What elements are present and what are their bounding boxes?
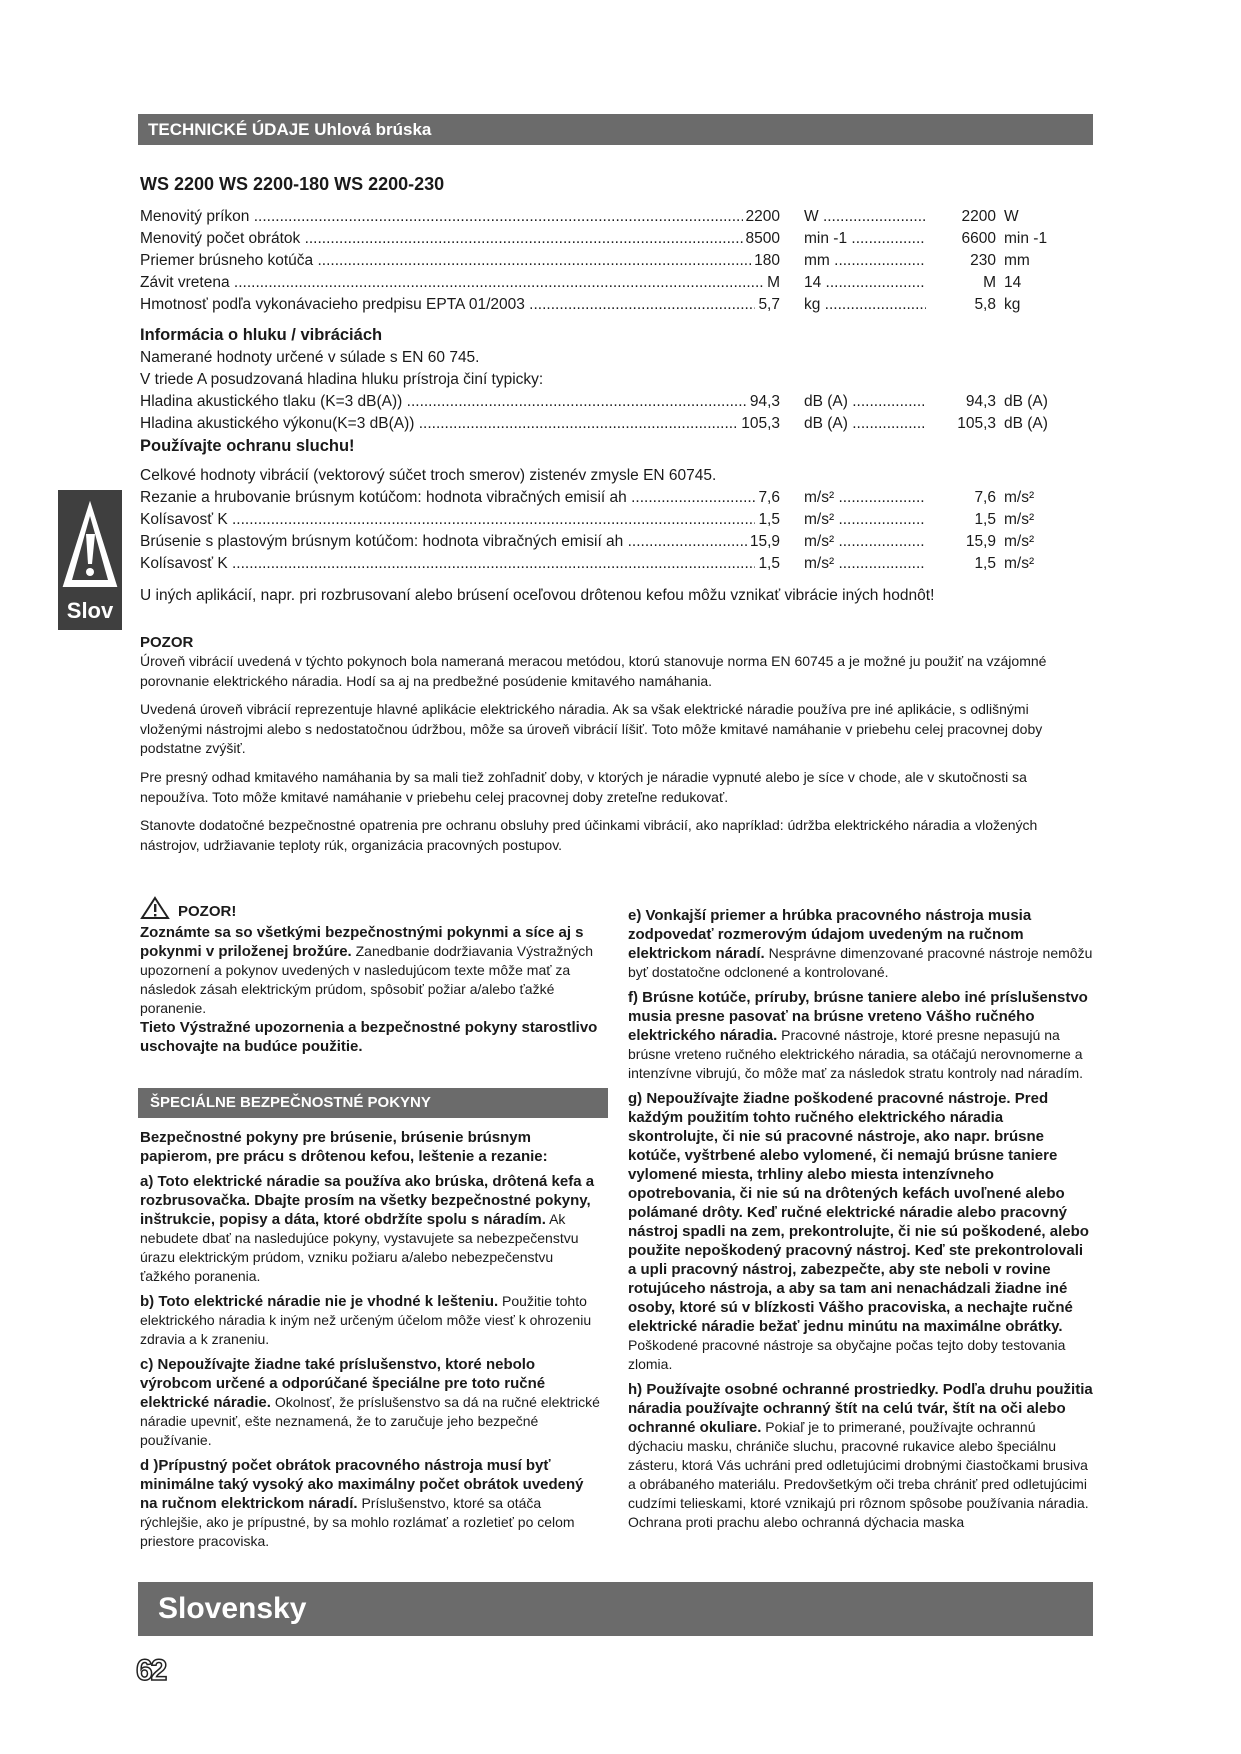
instruction-f-text: Pracovné nástroje, ktoré presne nepasujú na brúsne vreteno ručného elektrického náradia, sa otáčajú nerovnomerne a intenzívne vibrujú, čo môže mať za následok stratu kontroly nad náradím. (628, 1027, 1084, 1081)
instruction-c-text: Okolnosť, že príslušenstvo sa dá na ručné elektrické náradie upevniť, ešte neznamená, že to zaručuje jeho bezpečné používanie. (140, 1394, 600, 1448)
noise-label: Hladina akustického tlaku (K=3 dB(A)) ..... (140, 391, 780, 413)
instruction-g-bold: g) Nepoužívajte žiadne poškodené pracovné nástroje. Pred každým použitím tohto ručného elektrického náradia skontrolujte, či nie sú pracovné nástroje, ako napr. brúsne kotúče, vyštrbené alebo vylomené, či nemajú brúsne taniere vylomené miesta, trhliny alebo miesta intenzívneho opotrebovania, či nie sú na drôtených kefách uvoľnené alebo polámané drôty. Keď ručné elektrické náradie alebo pracovný nástroj spadli na zem, prekontrolujte, či nie sú poškodené, alebo použite nepoškodený pracovný nástroj. Keď ste prekontrolovali a upli pracovný nástroj, zabezpečte, aby ste neboli v rovine rotujúceho nástroja, a aby sa tam ani nenachádzali žiadne iné osoby, ktoré sú v blízkosti Vášho pracoviska, a nechajte ručné elektrické náradie bežať jednu minútu na maximálne obrátky. (628, 1090, 1089, 1335)
page-number: 62 (136, 1654, 166, 1687)
spec-label: Priemer brúsneho kotúča ..... (140, 250, 780, 272)
instruction-h-bold: h) Používajte osobné ochranné prostriedky. Podľa druhu použitia náradia používajte ochranný štít na celú tvár, štít na oči alebo ochranné okuliare. (628, 1381, 1093, 1436)
noise-value-2: 94,3 (926, 391, 996, 413)
vibration-unit-2: m/s² (1004, 555, 1035, 572)
vibration-unit-1: m/s² ..... (804, 509, 954, 531)
spec-value-1: 180 (751, 250, 780, 272)
spec-unit-1: min -1 ..... (804, 228, 954, 250)
side-tab-label: Slov (66, 598, 114, 623)
vibration-value-2: 7,6 (926, 487, 996, 509)
pozor-warning-title: POZOR! (178, 903, 237, 920)
spec-unit-1: kg ..... (804, 294, 954, 316)
noise-value-1: 105,3 (738, 413, 780, 435)
spec-unit-1: 14 ..... (804, 272, 954, 294)
spec-unit-2: W (1004, 208, 1019, 225)
spec-row (140, 272, 1060, 294)
vibration-row (140, 553, 1060, 575)
spec-unit-2: kg (1004, 296, 1021, 313)
footer-language-bar: Slovensky (138, 1582, 1093, 1636)
spec-row (140, 206, 1060, 228)
noise-unit-1: dB (A) ..... (804, 413, 954, 435)
spec-label: Menovitý príkon ..... (140, 206, 780, 228)
instruction-e-text: Nesprávne dimenzované pracovné nástroje nemôžu byť dostatočne odclonené a kontrolované. (628, 945, 1093, 980)
spec-value-2: M (926, 272, 996, 294)
instruction-b-bold: b) Toto elektrické náradie nie je vhodné k lešteniu. (140, 1293, 499, 1310)
vibration-value-1: 1,5 (755, 509, 780, 531)
noise-value-1: 94,3 (747, 391, 780, 413)
vibration-row (140, 487, 1060, 509)
vibration-label: Brúsenie s plastovým brúsnym kotúčom: hodnota vibračných emisií ah ..... (140, 531, 780, 553)
spec-unit-2: min -1 (1004, 230, 1048, 247)
noise-unit-1: dB (A) ..... (804, 391, 954, 413)
pozor-paragraph-2: Uvedená úroveň vibrácií reprezentuje hlavné aplikácie elektrického náradia. Ak sa však elektrické náradie používa pre iné aplikácie, s odlišnými vloženými nástrojmi alebo s nedostatočnou údržbou, môže sa úroveň vibrácií líšiť. Toto môže kmitavé namáhanie v priebehu celej pracovnej doby podstatne zvýšiť. (140, 701, 1043, 756)
vibration-unit-2: m/s² (1004, 489, 1035, 506)
vibration-value-1: 1,5 (755, 553, 780, 575)
spec-unit-1: W ..... (804, 206, 954, 228)
section-header-technical-data: TECHNICKÉ ÚDAJE Uhlová brúska (138, 114, 1093, 145)
spec-label: Menovitý počet obrátok ..... (140, 228, 780, 250)
vibration-unit-1: m/s² ..... (804, 487, 954, 509)
pozor-title: POZOR (140, 634, 194, 651)
noise-line-2: V triede A posudzovaná hladina hluku prístroja činí typicky: (140, 371, 544, 388)
vibration-value-2: 15,9 (926, 531, 996, 553)
spec-label: Hmotnosť podľa vykonávacieho predpisu EPTA 01/2003 ..... (140, 294, 780, 316)
instruction-g-text: Poškodené pracovné nástroje sa obyčajne počas tejto doby testovania zlomia. (628, 1337, 1066, 1372)
vibration-value-2: 1,5 (926, 509, 996, 531)
noise-label: Hladina akustického výkonu(K=3 dB(A)) ..... (140, 413, 780, 435)
vibration-value-2: 1,5 (926, 553, 996, 575)
noise-value-2: 105,3 (926, 413, 996, 435)
spec-unit-1: mm ..... (804, 250, 954, 272)
noise-row (140, 391, 1060, 413)
noise-title: Informácia o hluku / vibráciách (140, 326, 383, 344)
vibration-unit-1: m/s² ..... (804, 553, 954, 575)
spec-value-2: 6600 (926, 228, 996, 250)
noise-row (140, 413, 1060, 435)
instruction-h-text: Pokiaľ je to primerané, používajte ochrannú dýchaciu masku, chrániče sluchu, pracovné rukavice alebo špeciálnu zásteru, ktorá Vás uchráni pred odletujúcimi drobnými čiastočkami brusiva a obrábaného materiálu. Predovšetkým oči treba chrániť pred odletujúcimi cudzími telieskami, ktoré vznikajú pri rôznom spôsobe používania náradia. Ochrana proti prachu alebo ochranná dýchacia maska (628, 1419, 1089, 1530)
keep-instructions-bold: Tieto Výstražné upozornenia a bezpečnostné pokyny starostlivo uschovajte na budúce použitie. (140, 1019, 598, 1055)
instruction-b-text: Použitie tohto elektrického náradia k iným než určeným účelom môže viesť k ohrozeniu zdravia a k zraneniu. (140, 1293, 592, 1347)
vibration-label: Kolísavosť K ..... (140, 509, 780, 531)
noise-unit-2: dB (A) (1004, 393, 1048, 410)
spec-label: Závit vretena ..... (140, 272, 780, 294)
instruction-a-text: Ak nebudete dbať na nasledujúce pokyny, vystavujete sa nebezpečenstvu úrazu elektrickým prúdom, vzniku požiaru a/alebo nebezpečenstvu ťažkého poranenia. (140, 1211, 579, 1284)
vibration-unit-2: m/s² (1004, 533, 1035, 550)
spec-value-1: M (764, 272, 780, 294)
vibration-value-1: 7,6 (755, 487, 780, 509)
instruction-e-bold: e) Vonkajší priemer a hrúbka pracovného nástroja musia zodpovedať rozmerovým údajom uvedeným na ručnom elektrickom náradí. (628, 907, 1032, 962)
spec-row (140, 228, 1060, 250)
vibration-value-1: 15,9 (747, 531, 780, 553)
spec-value-1: 2200 (743, 206, 780, 228)
vibration-unit-1: m/s² ..... (804, 531, 954, 553)
warning-triangle-icon (62, 498, 118, 596)
section-intro: Bezpečnostné pokyny pre brúsenie, brúsenie brúsnym papierom, pre prácu s drôtenou kefou, leštenie a rezanie: (140, 1129, 548, 1165)
instruction-c-bold: c) Nepoužívajte žiadne také príslušenstvo, ktoré nebolo výrobcom určené a odporúčané špeciálne pre toto ručné elektrické náradie. (140, 1356, 546, 1411)
instruction-a-bold: a) Toto elektrické náradie sa používa ako brúska, drôtená kefa a rozbrusovačka. Dbajte prosím na všetky bezpečnostné pokyny, inštrukcie, popisy a dáta, ktoré obdržíte spolu s náradím. (140, 1173, 595, 1228)
vibration-row (140, 531, 1060, 553)
vibration-label: Rezanie a hrubovanie brúsnym kotúčom: hodnota vibračných emisií ah ..... (140, 487, 780, 509)
instruction-d-text: Príslušenstvo, ktoré sa otáča rýchlejšie, ako je prípustné, by sa mohlo rozlámať a rozletieť po celom priestore pracoviska. (140, 1495, 575, 1549)
language-side-tab (58, 490, 122, 630)
model-list: WS 2200 WS 2200-180 WS 2200-230 (140, 174, 445, 194)
instruction-f-bold: f) Brúsne kotúče, príruby, brúsne taniere alebo iné príslušenstvo musia presne pasovať na brúsne vreteno Vášho ručného elektrického náradia. (628, 989, 1088, 1044)
spec-value-1: 8500 (743, 228, 780, 250)
vibration-label: Kolísavosť K ..... (140, 553, 780, 575)
spec-row (140, 294, 1060, 316)
pozor-paragraph-1: Úroveň vibrácií uvedená v týchto pokynoch bola nameraná meracou metódou, ktorú stanovuje norma EN 60745 a je možné ju použiť na vzájomné porovnanie elektrického náradia. Hodí sa aj na predbežné posúdenie kmitavého namáhania. (140, 653, 1047, 689)
spec-value-2: 2200 (926, 206, 996, 228)
vibration-unit-2: m/s² (1004, 511, 1035, 528)
warning-icon (140, 896, 170, 920)
spec-value-2: 230 (926, 250, 996, 272)
hearing-protection-warning: Používajte ochranu sluchu! (140, 437, 355, 455)
intro-bold: Zoznámte sa so všetkými bezpečnostnými pokynmi a síce aj s pokynmi v priloženej brožúre. (140, 924, 584, 960)
noise-unit-2: dB (A) (1004, 415, 1048, 432)
spec-value-1: 5,7 (755, 294, 780, 316)
spec-row (140, 250, 1060, 272)
section-header-special-safety: ŠPECIÁLNE BEZPEČNOSTNÉ POKYNY (138, 1088, 608, 1118)
instruction-d-bold: d )Prípustný počet obrátok pracovného nástroja musí byť minimálne taký vysoký ako maximálny počet obrátok uvedený na ručnom elektrickom náradí. (140, 1457, 584, 1512)
noise-line-1: Namerané hodnoty určené v súlade s EN 60 745. (140, 349, 480, 366)
left-column (140, 896, 605, 1062)
spec-unit-2: mm (1004, 252, 1030, 269)
left-column-instructions (140, 1128, 605, 1557)
spec-unit-2: 14 (1004, 274, 1022, 291)
intro-text: Zanedbanie dodržiavania Výstražných upozornení a pokynov uvedených v nasledujúcom texte môže mať za následok zásah elektrickým prúdom, spôsobiť požiar a/alebo ťažké poranenie. (140, 943, 593, 1016)
spec-value-2: 5,8 (926, 294, 996, 316)
pozor-paragraph-4: Stanovte dodatočné bezpečnostné opatrenia pre ochranu obsluhy pred účinkami vibrácií, ako napríklad: údržba elektrického náradia a vložených nástrojov, udržiavanie teploty rúk, organizácia pracovných postupov. (140, 817, 1038, 853)
right-column (628, 906, 1093, 1538)
pozor-paragraph-3: Pre presný odhad kmitavého namáhania by sa mali tiež zohľadniť doby, v ktorých je náradie vypnuté alebo je síce v chode, ale v skutočnosti sa nepoužíva. Toto môže kmitavé namáhanie v priebehu celej pracovnej doby zreteľne redukovať. (140, 769, 1027, 805)
vibration-row (140, 509, 1060, 531)
vibration-intro: Celkové hodnoty vibrácií (vektorový súčet troch smerov) zistenév zmysle EN 60745. (140, 467, 717, 484)
vibration-note: U iných aplikácií, napr. pri rozbrusovaní alebo brúsení oceľovou drôtenou kefou môžu vznikať vibrácie iných hodnôt! (140, 587, 935, 604)
